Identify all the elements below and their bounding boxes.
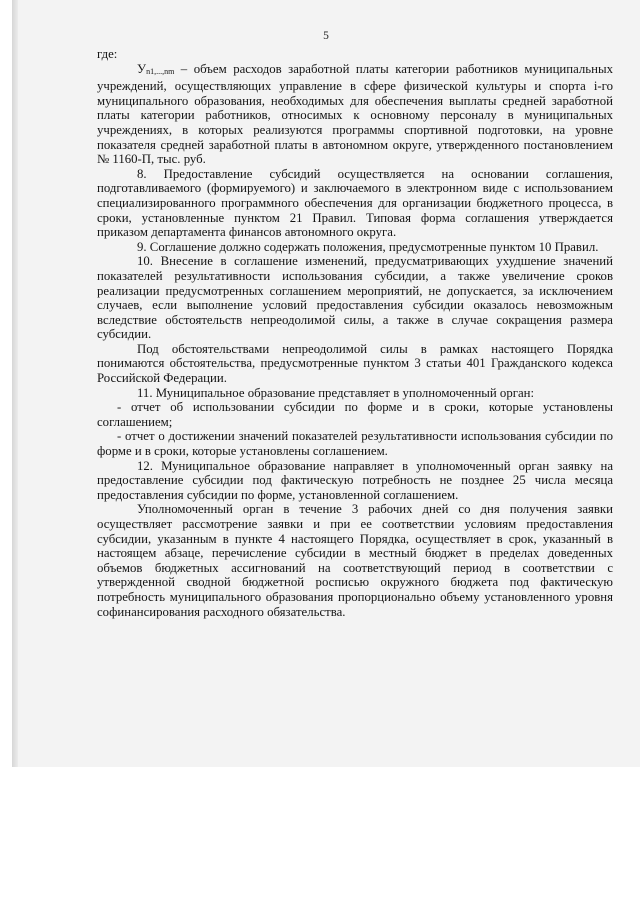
list-item-results-report: - отчет о достижении значений показателей результативности использования субсидии по форме и в сроки, которые установлены соглашением. — [97, 429, 613, 459]
page-edge-shadow — [12, 0, 18, 767]
variable-definition-text: – объем расходов заработной платы категории работников муниципальных учреждений, осуществляющих управление в сфере физической культуры и спорта i-го муниципального образования, необходимых для обеспечения выплаты средней заработной платы категории работников, относимых к основному персоналу в муниципальных учреждениях, в которых реализуются программы спортивной подготовки, на уровне показателя средней заработной платы в автономном округе, утвержденного постановлением № 1160-П, тыс. руб. — [97, 61, 613, 167]
variable-subscript: n1,...,nm — [146, 66, 175, 76]
paragraph-10: 10. Внесение в соглашение изменений, предусматривающих ухудшение значений показателей результативности использования субсидии, а также увеличение сроков реализации предусмотренных соглашением мероприятий, не допускается, за исключением случаев, если выполнение условий предоставления субсидии оказалось невозможным вследствие обстоятельств непреодолимой силы, а также в случае сокращения размера субсидии. — [97, 254, 613, 342]
variable-definition — [97, 62, 613, 167]
list-item-usage-report: - отчет об использовании субсидии по форме и в сроки, которые установлены соглашением; — [97, 400, 613, 429]
lead-text: где: — [97, 47, 118, 61]
document-page — [12, 0, 640, 767]
paragraph-9: 9. Соглашение должно содержать положения, предусмотренные пунктом 10 Правил. — [137, 239, 599, 254]
paragraph-8: 8. Предоставление субсидий осуществляется на основании соглашения, подготавливаемого (формируемого) и заключаемого в электронном виде с использованием специализированного программного обеспечения для организации бюджетного процесса, в сроки, установленные пунктом 21 Правил. Типовая форма соглашения утверждается приказом департамента финансов автономного округа. — [97, 166, 613, 240]
paragraph-12: 12. Муниципальное образование направляет в уполномоченный орган заявку на предоставление субсидии под фактическую потребность не позднее 25 числа месяца предоставления субсидии по форме, установленной соглашением. — [97, 458, 613, 502]
variable-symbol: У — [137, 61, 147, 76]
paragraph-11: 11. Муниципальное образование представляет в уполномоченный орган: — [137, 385, 535, 400]
page-number: 5 — [323, 30, 329, 42]
paragraph-force-majeure: Под обстоятельствами непреодолимой силы в рамках настоящего Порядка понимаются обстоятельства, предусмотренные пунктом 3 статьи 401 Гражданского кодекса Российской Федерации. — [97, 341, 613, 386]
document-body — [97, 47, 613, 619]
paragraph-review-procedure: Уполномоченный орган в течение 3 рабочих дней со дня получения заявки осуществляет рассмотрение заявки и при ее соответствии условиям предоставления субсидии, указанным в пункте 4 настоящего Порядка, осуществляет в срок, указанный в настоящем абзаце, перечисление субсидии в местный бюджет в пределах доведенных объемов бюджетных ассигнований на соответствующий период в соответствии с утвержденной сводной бюджетной росписью окружного бюджета под фактическую потребность муниципального образования пропорционально объему установленного уровня софинансирования расходного обязательства. — [97, 502, 613, 619]
